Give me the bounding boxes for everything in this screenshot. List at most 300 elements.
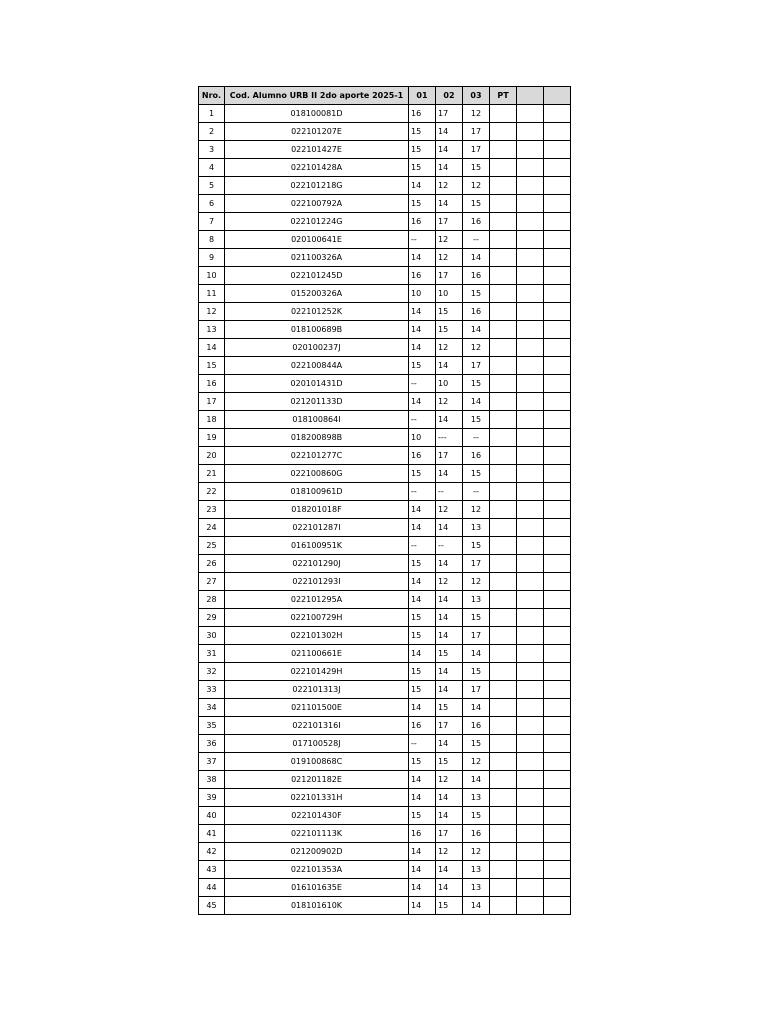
grade-03: 15 xyxy=(463,807,490,825)
grade-pt xyxy=(490,213,517,231)
student-code: 018201018F xyxy=(225,501,409,519)
row-number: 13 xyxy=(199,321,225,339)
extra-cell-1 xyxy=(517,321,544,339)
extra-cell-1 xyxy=(517,483,544,501)
extra-cell-2 xyxy=(544,645,571,663)
extra-cell-2 xyxy=(544,807,571,825)
row-number: 45 xyxy=(199,897,225,915)
student-code: 018200898B xyxy=(225,429,409,447)
grade-pt xyxy=(490,771,517,789)
grade-02: 17 xyxy=(436,825,463,843)
grade-pt xyxy=(490,105,517,123)
grade-03: -- xyxy=(463,231,490,249)
grade-01: 14 xyxy=(409,843,436,861)
grade-03: 14 xyxy=(463,699,490,717)
extra-cell-1 xyxy=(517,303,544,321)
student-code: 022101245D xyxy=(225,267,409,285)
extra-cell-1 xyxy=(517,429,544,447)
grade-02: 17 xyxy=(436,213,463,231)
grade-02: 17 xyxy=(436,105,463,123)
grades-table xyxy=(198,86,571,915)
extra-cell-1 xyxy=(517,699,544,717)
student-code: 022101290J xyxy=(225,555,409,573)
grade-02: 14 xyxy=(436,411,463,429)
table-row xyxy=(199,663,571,681)
row-number: 26 xyxy=(199,555,225,573)
extra-cell-2 xyxy=(544,591,571,609)
extra-cell-2 xyxy=(544,879,571,897)
grade-01: 15 xyxy=(409,159,436,177)
extra-cell-1 xyxy=(517,627,544,645)
student-code: 022101252K xyxy=(225,303,409,321)
extra-cell-2 xyxy=(544,681,571,699)
student-code: 020100237J xyxy=(225,339,409,357)
row-number: 40 xyxy=(199,807,225,825)
extra-cell-1 xyxy=(517,879,544,897)
grade-pt xyxy=(490,591,517,609)
grade-03: 17 xyxy=(463,357,490,375)
extra-cell-1 xyxy=(517,825,544,843)
extra-cell-1 xyxy=(517,249,544,267)
extra-cell-2 xyxy=(544,159,571,177)
grade-01: -- xyxy=(409,375,436,393)
grade-02: 12 xyxy=(436,177,463,195)
grade-01: 10 xyxy=(409,429,436,447)
grade-pt xyxy=(490,231,517,249)
student-code: 022101224G xyxy=(225,213,409,231)
table-row xyxy=(199,123,571,141)
grade-01: 16 xyxy=(409,213,436,231)
table-row xyxy=(199,753,571,771)
extra-cell-1 xyxy=(517,681,544,699)
student-code: 022101302H xyxy=(225,627,409,645)
grade-01: 16 xyxy=(409,447,436,465)
student-code: 022101430F xyxy=(225,807,409,825)
grade-02: --- xyxy=(436,429,463,447)
student-code: 015200326A xyxy=(225,285,409,303)
extra-cell-2 xyxy=(544,213,571,231)
extra-cell-1 xyxy=(517,141,544,159)
grade-01: -- xyxy=(409,735,436,753)
grade-03: -- xyxy=(463,483,490,501)
row-number: 10 xyxy=(199,267,225,285)
extra-cell-2 xyxy=(544,177,571,195)
student-code: 018100081D xyxy=(225,105,409,123)
grade-02: 15 xyxy=(436,897,463,915)
student-code: 018100864I xyxy=(225,411,409,429)
table-row xyxy=(199,447,571,465)
grade-03: 14 xyxy=(463,771,490,789)
grade-01: 14 xyxy=(409,861,436,879)
grade-03: 15 xyxy=(463,465,490,483)
grade-pt xyxy=(490,735,517,753)
extra-cell-1 xyxy=(517,771,544,789)
row-number: 35 xyxy=(199,717,225,735)
row-number: 44 xyxy=(199,879,225,897)
row-number: 23 xyxy=(199,501,225,519)
grade-02: 14 xyxy=(436,735,463,753)
extra-cell-2 xyxy=(544,699,571,717)
grade-02: 14 xyxy=(436,357,463,375)
extra-cell-2 xyxy=(544,105,571,123)
table-row xyxy=(199,717,571,735)
grade-03: 15 xyxy=(463,411,490,429)
grade-03: 17 xyxy=(463,123,490,141)
extra-cell-2 xyxy=(544,609,571,627)
grade-03: 12 xyxy=(463,105,490,123)
table-row xyxy=(199,411,571,429)
grade-pt xyxy=(490,393,517,411)
row-number: 21 xyxy=(199,465,225,483)
extra-cell-1 xyxy=(517,843,544,861)
row-number: 22 xyxy=(199,483,225,501)
grade-02: 14 xyxy=(436,591,463,609)
grade-pt xyxy=(490,879,517,897)
grade-pt xyxy=(490,375,517,393)
table-row xyxy=(199,483,571,501)
grade-03: 15 xyxy=(463,375,490,393)
grade-03: 17 xyxy=(463,681,490,699)
grade-03: 16 xyxy=(463,213,490,231)
grade-01: -- xyxy=(409,231,436,249)
header-pt: PT xyxy=(490,87,517,105)
student-code: 022100792A xyxy=(225,195,409,213)
grade-03: 15 xyxy=(463,663,490,681)
grade-01: 16 xyxy=(409,717,436,735)
student-code: 022101113K xyxy=(225,825,409,843)
table-row xyxy=(199,771,571,789)
grade-02: 15 xyxy=(436,321,463,339)
grade-pt xyxy=(490,789,517,807)
grade-01: 14 xyxy=(409,501,436,519)
header-grade-02: 02 xyxy=(436,87,463,105)
grade-02: 14 xyxy=(436,555,463,573)
grade-01: 14 xyxy=(409,339,436,357)
extra-cell-2 xyxy=(544,249,571,267)
student-code: 022101218G xyxy=(225,177,409,195)
extra-cell-1 xyxy=(517,717,544,735)
row-number: 43 xyxy=(199,861,225,879)
student-code: 021201182E xyxy=(225,771,409,789)
header-student-code: Cod. Alumno URB II 2do aporte 2025-1 xyxy=(225,87,409,105)
extra-cell-1 xyxy=(517,447,544,465)
extra-cell-1 xyxy=(517,357,544,375)
row-number: 9 xyxy=(199,249,225,267)
extra-cell-2 xyxy=(544,663,571,681)
grade-02: 17 xyxy=(436,267,463,285)
grade-02: 12 xyxy=(436,501,463,519)
row-number: 29 xyxy=(199,609,225,627)
grade-03: 14 xyxy=(463,321,490,339)
grade-03: 12 xyxy=(463,753,490,771)
extra-cell-1 xyxy=(517,177,544,195)
student-code: 022100729H xyxy=(225,609,409,627)
grade-01: 14 xyxy=(409,249,436,267)
extra-cell-1 xyxy=(517,231,544,249)
row-number: 24 xyxy=(199,519,225,537)
table-row xyxy=(199,339,571,357)
grade-pt xyxy=(490,321,517,339)
table-row xyxy=(199,159,571,177)
extra-cell-2 xyxy=(544,465,571,483)
grade-02: 14 xyxy=(436,123,463,141)
row-number: 20 xyxy=(199,447,225,465)
extra-cell-1 xyxy=(517,861,544,879)
extra-cell-2 xyxy=(544,843,571,861)
grade-01: 15 xyxy=(409,123,436,141)
table-row xyxy=(199,735,571,753)
grade-03: 15 xyxy=(463,735,490,753)
grade-pt xyxy=(490,537,517,555)
grade-03: 14 xyxy=(463,393,490,411)
grade-03: 12 xyxy=(463,573,490,591)
grade-pt xyxy=(490,249,517,267)
grade-01: 15 xyxy=(409,627,436,645)
table-row xyxy=(199,591,571,609)
grade-01: 15 xyxy=(409,195,436,213)
extra-cell-2 xyxy=(544,753,571,771)
grade-03: 17 xyxy=(463,627,490,645)
student-code: 022101313J xyxy=(225,681,409,699)
table-row xyxy=(199,321,571,339)
row-number: 25 xyxy=(199,537,225,555)
row-number: 14 xyxy=(199,339,225,357)
grade-03: 15 xyxy=(463,609,490,627)
grade-03: 15 xyxy=(463,159,490,177)
header-extra-2 xyxy=(544,87,571,105)
extra-cell-1 xyxy=(517,537,544,555)
grade-03: 14 xyxy=(463,645,490,663)
extra-cell-2 xyxy=(544,375,571,393)
table-row xyxy=(199,285,571,303)
grade-pt xyxy=(490,123,517,141)
extra-cell-2 xyxy=(544,501,571,519)
student-code: 022101277C xyxy=(225,447,409,465)
table-row xyxy=(199,699,571,717)
grade-01: 16 xyxy=(409,105,436,123)
grade-01: -- xyxy=(409,411,436,429)
extra-cell-1 xyxy=(517,807,544,825)
row-number: 31 xyxy=(199,645,225,663)
grade-02: 14 xyxy=(436,663,463,681)
row-number: 5 xyxy=(199,177,225,195)
table-row xyxy=(199,555,571,573)
student-code: 021200902D xyxy=(225,843,409,861)
row-number: 41 xyxy=(199,825,225,843)
table-row xyxy=(199,375,571,393)
grade-pt xyxy=(490,177,517,195)
table-row xyxy=(199,141,571,159)
row-number: 36 xyxy=(199,735,225,753)
grade-01: 16 xyxy=(409,825,436,843)
extra-cell-1 xyxy=(517,159,544,177)
extra-cell-2 xyxy=(544,825,571,843)
extra-cell-2 xyxy=(544,357,571,375)
grade-pt xyxy=(490,465,517,483)
table-row xyxy=(199,195,571,213)
row-number: 34 xyxy=(199,699,225,717)
extra-cell-2 xyxy=(544,789,571,807)
table-row xyxy=(199,681,571,699)
grade-pt xyxy=(490,681,517,699)
grade-01: 14 xyxy=(409,897,436,915)
grade-02: 14 xyxy=(436,627,463,645)
table-row xyxy=(199,609,571,627)
header-nro: Nro. xyxy=(199,87,225,105)
table-row xyxy=(199,897,571,915)
grade-03: -- xyxy=(463,429,490,447)
row-number: 15 xyxy=(199,357,225,375)
row-number: 33 xyxy=(199,681,225,699)
grade-02: 10 xyxy=(436,285,463,303)
extra-cell-2 xyxy=(544,555,571,573)
grade-03: 13 xyxy=(463,861,490,879)
extra-cell-1 xyxy=(517,213,544,231)
grade-02: 14 xyxy=(436,195,463,213)
grade-02: 14 xyxy=(436,789,463,807)
grade-03: 14 xyxy=(463,249,490,267)
row-number: 38 xyxy=(199,771,225,789)
student-code: 021100661E xyxy=(225,645,409,663)
grade-02: 12 xyxy=(436,231,463,249)
extra-cell-2 xyxy=(544,627,571,645)
grade-02: 14 xyxy=(436,159,463,177)
grade-01: 14 xyxy=(409,591,436,609)
grade-pt xyxy=(490,897,517,915)
grade-01: 15 xyxy=(409,555,436,573)
row-number: 2 xyxy=(199,123,225,141)
extra-cell-1 xyxy=(517,195,544,213)
grade-pt xyxy=(490,267,517,285)
extra-cell-1 xyxy=(517,897,544,915)
row-number: 39 xyxy=(199,789,225,807)
grade-02: 15 xyxy=(436,645,463,663)
grade-01: -- xyxy=(409,537,436,555)
grade-pt xyxy=(490,573,517,591)
student-code: 018100961D xyxy=(225,483,409,501)
table-row xyxy=(199,645,571,663)
grade-pt xyxy=(490,663,517,681)
extra-cell-2 xyxy=(544,303,571,321)
grade-pt xyxy=(490,807,517,825)
grade-02: 12 xyxy=(436,249,463,267)
extra-cell-1 xyxy=(517,591,544,609)
table-row xyxy=(199,429,571,447)
extra-cell-1 xyxy=(517,375,544,393)
grade-pt xyxy=(490,825,517,843)
grade-pt xyxy=(490,627,517,645)
grade-02: 12 xyxy=(436,339,463,357)
grade-pt xyxy=(490,159,517,177)
grade-pt xyxy=(490,753,517,771)
header-grade-01: 01 xyxy=(409,87,436,105)
grade-03: 12 xyxy=(463,339,490,357)
grade-03: 17 xyxy=(463,141,490,159)
grade-02: 14 xyxy=(436,807,463,825)
grade-01: 14 xyxy=(409,789,436,807)
student-code: 022101295A xyxy=(225,591,409,609)
extra-cell-1 xyxy=(517,663,544,681)
grade-pt xyxy=(490,483,517,501)
student-code: 022101207E xyxy=(225,123,409,141)
grade-pt xyxy=(490,303,517,321)
student-code: 021100326A xyxy=(225,249,409,267)
grade-pt xyxy=(490,195,517,213)
student-code: 020101431D xyxy=(225,375,409,393)
grade-01: 14 xyxy=(409,573,436,591)
table-row xyxy=(199,537,571,555)
grade-pt xyxy=(490,645,517,663)
grade-03: 15 xyxy=(463,285,490,303)
grade-02: 17 xyxy=(436,447,463,465)
student-code: 020100641E xyxy=(225,231,409,249)
extra-cell-2 xyxy=(544,411,571,429)
grade-02: 14 xyxy=(436,681,463,699)
grade-02: 12 xyxy=(436,843,463,861)
grade-01: 14 xyxy=(409,699,436,717)
student-code: 018101610K xyxy=(225,897,409,915)
grade-01: 16 xyxy=(409,267,436,285)
grade-01: 14 xyxy=(409,393,436,411)
grade-02: 15 xyxy=(436,699,463,717)
extra-cell-1 xyxy=(517,339,544,357)
header-row xyxy=(199,87,571,105)
table-row xyxy=(199,177,571,195)
grade-03: 12 xyxy=(463,177,490,195)
table-row xyxy=(199,843,571,861)
grade-02: 14 xyxy=(436,141,463,159)
grade-03: 15 xyxy=(463,537,490,555)
grade-01: 14 xyxy=(409,519,436,537)
header-extra-1 xyxy=(517,87,544,105)
table-body xyxy=(199,105,571,915)
grade-01: 15 xyxy=(409,681,436,699)
grade-03: 16 xyxy=(463,825,490,843)
grade-pt xyxy=(490,699,517,717)
table-row xyxy=(199,573,571,591)
grade-01: 15 xyxy=(409,357,436,375)
grade-pt xyxy=(490,411,517,429)
grade-01: 14 xyxy=(409,321,436,339)
row-number: 42 xyxy=(199,843,225,861)
grade-02: 14 xyxy=(436,465,463,483)
grade-03: 13 xyxy=(463,591,490,609)
table-row xyxy=(199,303,571,321)
extra-cell-2 xyxy=(544,771,571,789)
student-code: 022100844A xyxy=(225,357,409,375)
grade-02: 14 xyxy=(436,609,463,627)
extra-cell-1 xyxy=(517,285,544,303)
table-row xyxy=(199,861,571,879)
grade-02: 12 xyxy=(436,573,463,591)
table-row xyxy=(199,879,571,897)
grade-pt xyxy=(490,717,517,735)
row-number: 8 xyxy=(199,231,225,249)
student-code: 019100868C xyxy=(225,753,409,771)
table-row xyxy=(199,213,571,231)
row-number: 32 xyxy=(199,663,225,681)
grade-pt xyxy=(490,861,517,879)
grade-01: 14 xyxy=(409,879,436,897)
grade-03: 13 xyxy=(463,789,490,807)
row-number: 17 xyxy=(199,393,225,411)
grade-02: -- xyxy=(436,537,463,555)
grade-01: 10 xyxy=(409,285,436,303)
extra-cell-2 xyxy=(544,483,571,501)
extra-cell-1 xyxy=(517,465,544,483)
grade-02: 14 xyxy=(436,879,463,897)
extra-cell-2 xyxy=(544,861,571,879)
